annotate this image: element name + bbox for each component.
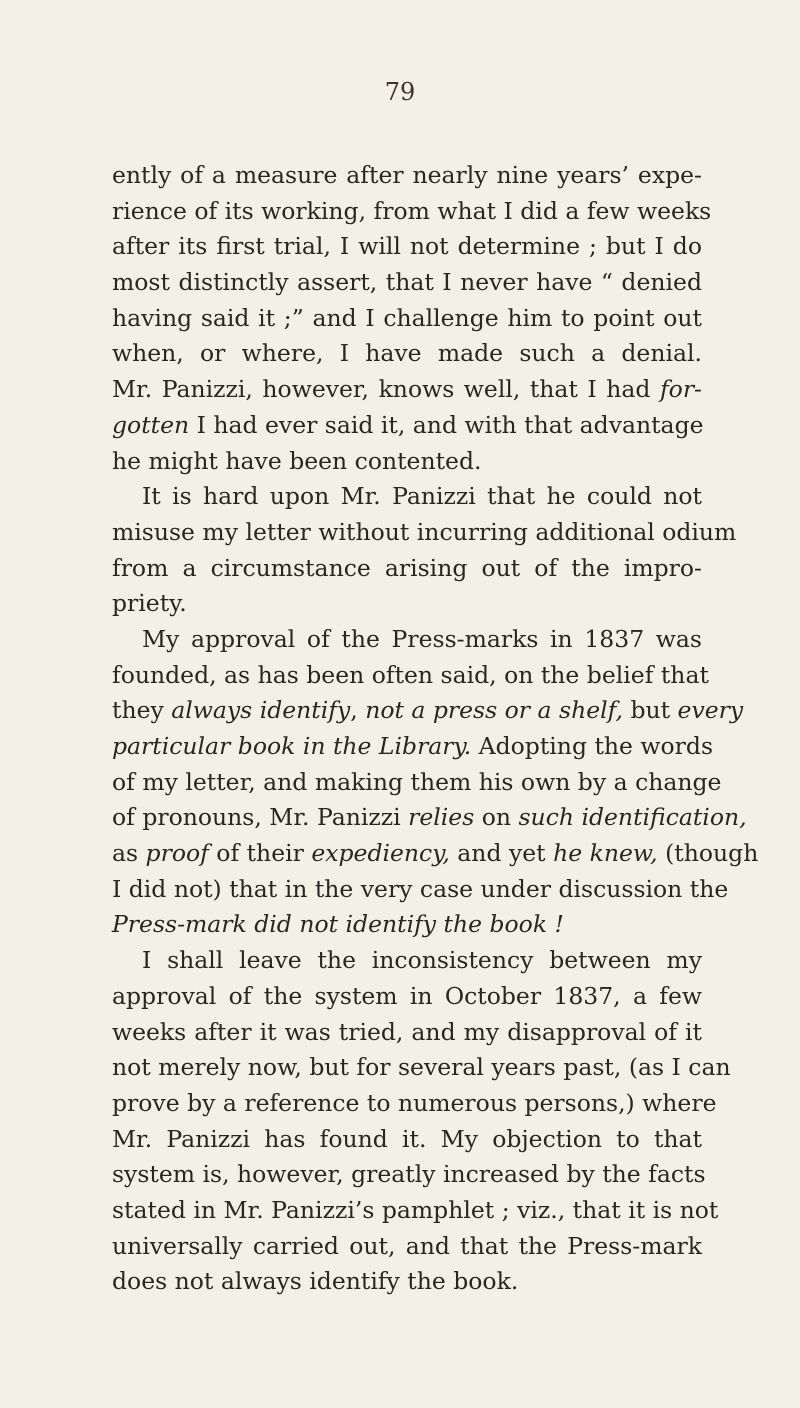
text-line: priety. xyxy=(112,589,187,618)
text-line: rience of its working, from what I did a few weeks xyxy=(112,196,712,225)
text-line: of my letter, and making them his own by a change xyxy=(112,767,722,796)
text-line: he might have been contented. xyxy=(112,446,482,475)
text-line: system is, however, greatly increased by the facts xyxy=(112,1160,706,1189)
text-line: Press-mark did not identify the book ! xyxy=(112,910,564,939)
text-line: misuse my letter without incurring additional odium xyxy=(112,517,737,546)
text-line: stated in Mr. Panizzi’s pamphlet ; viz., that it is not xyxy=(112,1195,719,1224)
text-line: prove by a reference to numerous persons,) where xyxy=(112,1088,717,1117)
text-line: Mr. Panizzi has found it. My objection to that xyxy=(112,1124,702,1153)
text-line: It is hard upon Mr. Panizzi that he could not xyxy=(142,482,702,511)
text-line: approval of the system in October 1837, a few xyxy=(112,981,702,1010)
text-line: as proof of their expediency, and yet he knew, (though xyxy=(112,839,759,868)
text-line: universally carried out, and that the Press-mark xyxy=(112,1231,702,1260)
text-line: founded, as has been often said, on the belief that xyxy=(112,660,709,689)
text-line: of pronouns, Mr. Panizzi relies on such identification, xyxy=(112,803,747,832)
text-line: most distinctly assert, that I never have “ denied xyxy=(112,268,702,297)
text-line: after its first trial, I will not determine ; but I do xyxy=(112,232,702,261)
text-line: gotten I had ever said it, and with that advantage xyxy=(112,410,704,439)
text-line: ently of a measure after nearly nine years’ expe- xyxy=(112,161,702,189)
text-line: from a circumstance arising out of the impro- xyxy=(112,553,702,582)
body-text xyxy=(112,158,759,1300)
text-line: having said it ;” and I challenge him to point out xyxy=(112,303,702,332)
text-line: I did not) that in the very case under discussion the xyxy=(112,874,729,903)
text-line: when, or where, I have made such a denial. xyxy=(112,339,702,368)
text-line: Mr. Panizzi, however, knows well, that I had for- xyxy=(112,375,702,404)
page-number: 79 xyxy=(384,78,416,106)
text-line: particular book in the Library. Adopting the words xyxy=(112,732,714,760)
text-line: they always identify, not a press or a shelf, but every xyxy=(112,696,744,725)
text-line: I shall leave the inconsistency between my xyxy=(142,946,702,975)
text-line: My approval of the Press-marks in 1837 was xyxy=(142,624,702,653)
text-line: not merely now, but for several years past, (as I can xyxy=(112,1053,731,1082)
text-line: does not always identify the book. xyxy=(112,1267,519,1296)
text-line: weeks after it was tried, and my disapproval of it xyxy=(112,1017,702,1046)
